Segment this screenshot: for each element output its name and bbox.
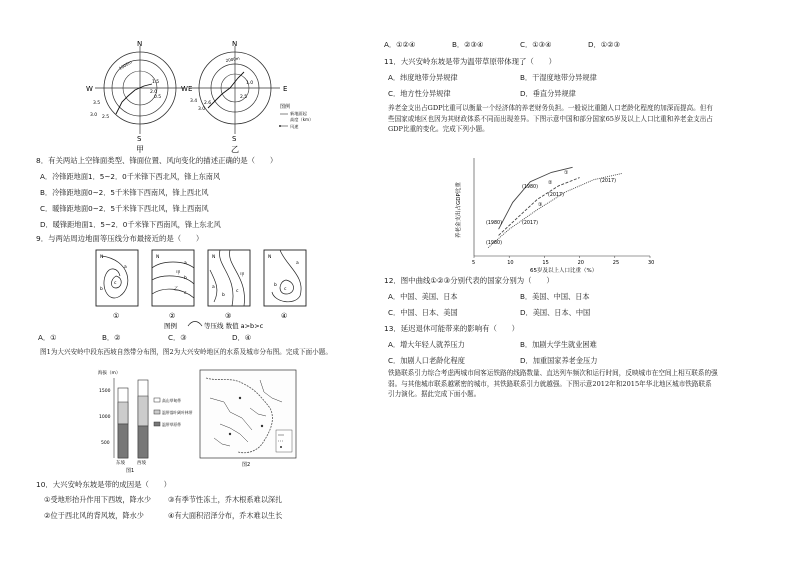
fig2-caption: 图2 bbox=[242, 462, 251, 468]
svg-text:1500: 1500 bbox=[99, 389, 111, 394]
label-2017-a: (2017) bbox=[600, 179, 616, 184]
fig2-river-map bbox=[200, 368, 300, 468]
series-label-3: ③ bbox=[538, 202, 543, 208]
wind-legend bbox=[279, 103, 313, 130]
svg-text:西坡: 西坡 bbox=[137, 461, 146, 466]
legend-title: 图例 bbox=[280, 104, 291, 110]
svg-text:N: N bbox=[100, 255, 104, 260]
q13-option-a[interactable]: A．增大年轻人就养压力 bbox=[388, 340, 465, 349]
yi-tick1: 3.4 bbox=[190, 99, 198, 104]
q13-option-d[interactable]: D．加重国家养老金压力 bbox=[520, 356, 598, 365]
jia-spd-a: 2.0 bbox=[150, 90, 158, 95]
map-num-3: ③ bbox=[225, 312, 232, 320]
fig1-caption: 图1 bbox=[126, 468, 135, 474]
svg-text:海拔（m）: 海拔（m） bbox=[98, 371, 121, 376]
svg-text:甲: 甲 bbox=[176, 271, 181, 276]
yi-s: S bbox=[232, 135, 237, 143]
svg-text:a: a bbox=[124, 265, 127, 270]
map-num-1: ① bbox=[113, 312, 120, 320]
legend-line2: 高度（km） bbox=[290, 117, 314, 122]
series-line-1 bbox=[499, 167, 573, 229]
q13-option-b[interactable]: B．加剧大学生就业困难 bbox=[520, 340, 597, 349]
svg-text:N: N bbox=[212, 255, 216, 260]
svg-text:温带草原带: 温带草原带 bbox=[162, 422, 181, 427]
svg-text:a: a bbox=[296, 261, 299, 266]
x-tick-label: 10 bbox=[507, 260, 514, 266]
x-tick-label: 5 bbox=[472, 260, 476, 266]
x-tick-label: 30 bbox=[648, 260, 655, 266]
label-1980-c: (1980) bbox=[522, 185, 538, 190]
x-tick-label: 20 bbox=[577, 260, 584, 266]
q11-option-b[interactable]: B．干湿度地带分异规律 bbox=[520, 73, 597, 82]
x-tick-label: 25 bbox=[612, 260, 620, 266]
jia-n: N bbox=[137, 40, 143, 48]
svg-text:N: N bbox=[156, 255, 160, 260]
q10-option-b[interactable]: B．②③④ bbox=[452, 40, 484, 49]
svg-text:c: c bbox=[114, 281, 117, 286]
q9-option-c[interactable]: C．③ bbox=[168, 333, 187, 342]
q10-stem: 10．大兴安岭东坡是带的成因是（ ） bbox=[36, 480, 172, 489]
jia-ring: 1000m bbox=[118, 59, 133, 71]
yi-w: W bbox=[181, 85, 188, 93]
series-label-1: ① bbox=[564, 170, 569, 176]
svg-text:b: b bbox=[274, 283, 277, 288]
jia-label: 甲 bbox=[136, 145, 144, 154]
map-num-2: ② bbox=[169, 312, 176, 320]
q10-option-c[interactable]: C．①③④ bbox=[520, 40, 552, 49]
yi-n: N bbox=[232, 40, 238, 48]
q10-statement-1: ①受地形抬升作用下西坡，降水少 bbox=[44, 495, 152, 504]
chart-xlabel: 65岁及以上人口比重（%） bbox=[530, 268, 598, 274]
legend-line1: 新地面起 bbox=[290, 111, 307, 116]
q12-option-c[interactable]: C．中国、日本、美国 bbox=[388, 308, 458, 317]
svg-text:甲: 甲 bbox=[240, 273, 245, 278]
yi-ring: 2000m bbox=[225, 55, 241, 63]
svg-text:高山草甸带: 高山草甸带 bbox=[162, 398, 181, 403]
q13-option-c[interactable]: C．加剧人口老龄化程度 bbox=[388, 356, 465, 365]
svg-text:a: a bbox=[212, 285, 215, 290]
isobar-map-1 bbox=[96, 250, 138, 320]
svg-text:温带落叶阔叶林带: 温带落叶阔叶林带 bbox=[162, 410, 193, 415]
q9-option-d[interactable]: D．④ bbox=[232, 333, 252, 342]
intro-right: 养老金支出占GDP比重可以衡量一个经济体的养老财务负担。一般说比重随人口老龄化程度的加深而提高。但有些国家或地区也因为其财政体系不同而出现差异。下图示意中国和部分国家65岁及以上人口比重和养老金支出占GDP比重的变化。完成下列小题。 bbox=[388, 104, 713, 133]
label-2017-c: (2017) bbox=[522, 221, 538, 226]
isobar-map-4 bbox=[264, 250, 306, 320]
q9-stem: 9．与两站周边地面等压线分布最接近的是（ ） bbox=[36, 234, 204, 243]
q10-option-d[interactable]: D．①②③ bbox=[588, 40, 621, 49]
legend-arrow: 风速 bbox=[290, 124, 299, 129]
q13-stem: 13．延迟退休可能带来的影响有（ ） bbox=[384, 324, 520, 333]
svg-text:乙: 乙 bbox=[174, 287, 179, 292]
isobar-legend: 图例 bbox=[164, 322, 177, 330]
yi-tick2: 3.0 bbox=[198, 107, 206, 112]
q8-option-a[interactable]: A．冷锋距地面1．5~2．0千米锋下西北风，锋上东南风 bbox=[40, 172, 221, 181]
label-2017-b: (2017) bbox=[548, 193, 564, 198]
q12-option-d[interactable]: D．美国、日本、中国 bbox=[520, 308, 591, 317]
jia-diagram bbox=[86, 40, 192, 154]
q10-statement-3: ③有季节性冻土，乔木根系难以深扎 bbox=[168, 495, 283, 504]
label-1980-a: (1980) bbox=[486, 241, 502, 246]
svg-text:500: 500 bbox=[101, 441, 110, 446]
intro-right-2: 铁路联系引力综合考虑两城市间客运铁路的线路数量、直达列车频次和运行时间，反映城市在空间上相互联系的强弱。与其他城市联系越紧密的城市，其铁路联系引力就越强。下图示意2012年和2015年华北地区城市铁路联系引力演化。据此完成下面小题。 bbox=[388, 369, 718, 398]
q10-statement-2: ②位于西北风的背风坡，降水少 bbox=[44, 511, 144, 520]
x-tick-label: 15 bbox=[542, 260, 549, 266]
yi-label: 乙 bbox=[231, 145, 239, 154]
q12-option-b[interactable]: B．美国、中国、日本 bbox=[520, 292, 590, 301]
yi-spd-b: 1.0 bbox=[246, 81, 254, 86]
yi-e: E bbox=[283, 85, 288, 93]
q8-option-b[interactable]: B．冷锋距地面0~2．5千米锋下西南风，锋上西北风 bbox=[40, 188, 209, 197]
svg-text:b: b bbox=[100, 287, 103, 292]
q12-option-a[interactable]: A．中国、美国、日本 bbox=[388, 292, 458, 301]
jia-w: W bbox=[86, 85, 93, 93]
jia-tick3: 2.5 bbox=[102, 115, 110, 120]
jia-spd-c: 0.5 bbox=[154, 95, 162, 100]
isobar-maps bbox=[90, 246, 320, 331]
jia-spd-b: 1.5 bbox=[152, 80, 160, 85]
q8-option-d[interactable]: D．暖锋距地面1．5~2．0千米锋下西南风，锋上东北风 bbox=[40, 220, 221, 229]
jia-tick2: 3.0 bbox=[90, 113, 98, 118]
fig1-vegetation-bars bbox=[96, 368, 193, 474]
yi-tick3: 2.6 bbox=[204, 101, 212, 106]
svg-text:c: c bbox=[184, 291, 187, 296]
q8-option-c[interactable]: C．暖锋距地面0~2．5千米锋下西北风，锋上西南风 bbox=[40, 204, 209, 213]
map-num-4: ④ bbox=[281, 312, 288, 320]
jia-e: E bbox=[188, 85, 193, 93]
yi-spd-a: 2.5 bbox=[240, 95, 248, 100]
wind-profile-figure bbox=[80, 38, 380, 163]
left-column bbox=[0, 0, 380, 562]
jia-s: S bbox=[137, 135, 142, 143]
q10-option-a[interactable]: A．①②④ bbox=[384, 40, 416, 49]
isobar-map-3 bbox=[208, 250, 250, 320]
intro-left: 图1为大兴安岭中段东西坡自然带分布图，图2为大兴安岭地区的水系及城市分布图。完成下面小题。 bbox=[40, 348, 332, 356]
svg-text:东坡: 东坡 bbox=[116, 461, 125, 466]
series-label-2: ② bbox=[548, 180, 553, 186]
isobar-legend-desc: 等压线 数值 a>b>c bbox=[204, 322, 264, 330]
q8-stem: 8．有关两站上空锋面类型、锋面位置、风向变化的描述正确的是（ ） bbox=[36, 156, 278, 165]
q10-statement-4: ④有大面积沼泽分布，乔木难以生长 bbox=[168, 511, 283, 520]
label-1980-b: (1980) bbox=[486, 221, 502, 226]
q11-stem: 11．大兴安岭东坡是带为温带草原带体现了（ ） bbox=[384, 57, 557, 66]
q11-option-d[interactable]: D．垂直分异规律 bbox=[520, 89, 576, 98]
q11-option-a[interactable]: A．纬度地带分异规律 bbox=[388, 73, 458, 82]
svg-text:N: N bbox=[268, 255, 272, 260]
svg-text:c: c bbox=[284, 287, 287, 292]
isobar-map-2 bbox=[152, 250, 194, 320]
pension-chart bbox=[450, 148, 670, 278]
right-column bbox=[380, 0, 794, 562]
q12-stem: 12．图中曲线①②③分别代表的国家分别为（ ） bbox=[384, 276, 554, 285]
svg-text:b: b bbox=[222, 293, 225, 298]
q11-option-c[interactable]: C．地方性分异规律 bbox=[388, 89, 451, 98]
yi-diagram bbox=[181, 40, 287, 154]
svg-text:1000: 1000 bbox=[99, 415, 111, 420]
svg-text:b: b bbox=[184, 276, 187, 281]
jia-tick1: 3.5 bbox=[93, 101, 101, 106]
chart-ylabel: 养老金支出占GDP比重 bbox=[456, 182, 462, 238]
q9-option-b[interactable]: B．② bbox=[102, 333, 121, 342]
q9-option-a[interactable]: A．① bbox=[38, 333, 57, 342]
svg-text:a: a bbox=[184, 261, 187, 266]
svg-text:c: c bbox=[236, 289, 239, 294]
